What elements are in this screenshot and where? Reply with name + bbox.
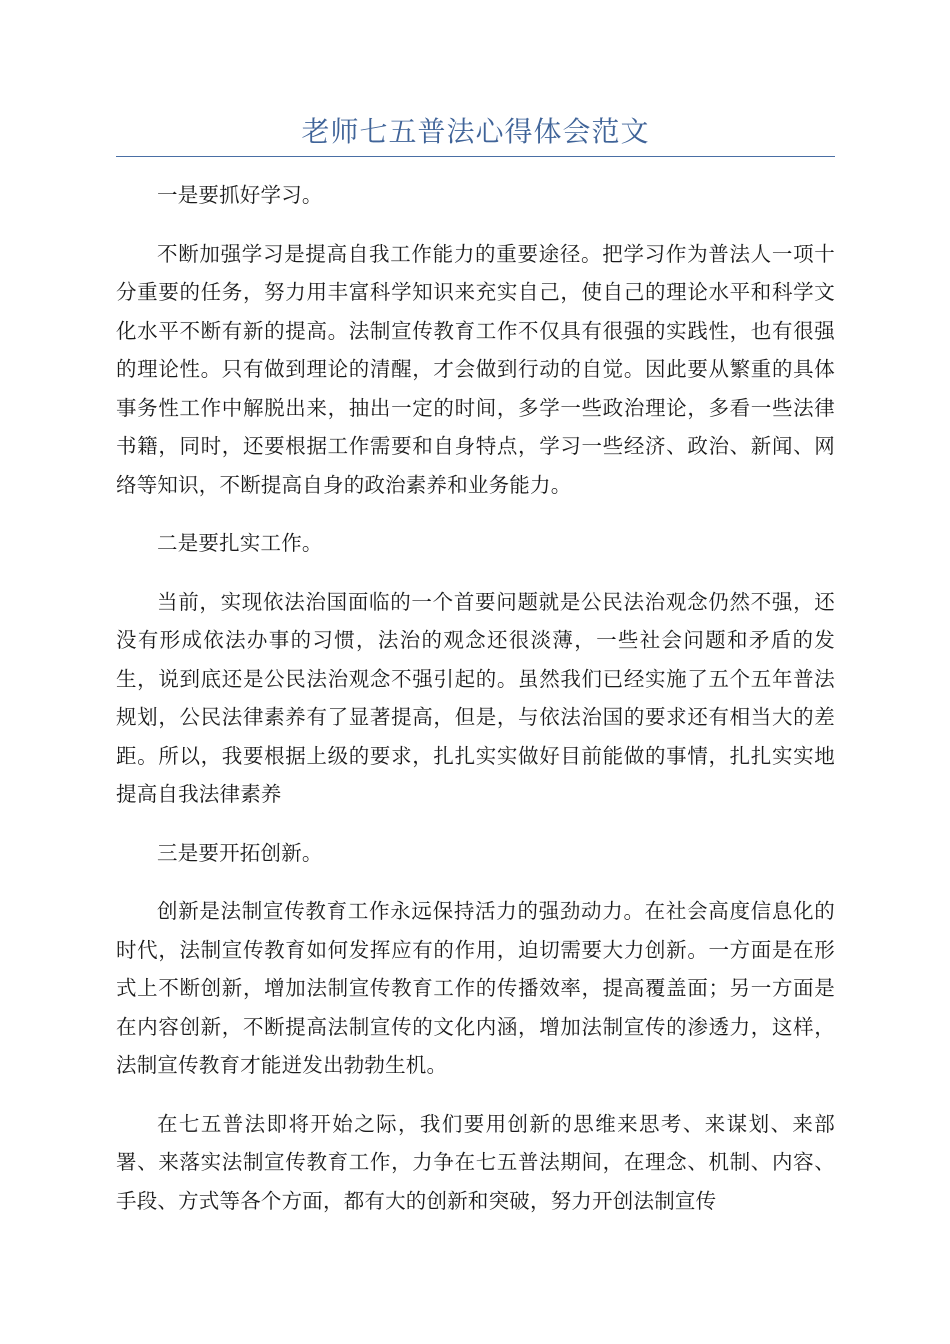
document-title: 老师七五普法心得体会范文 (301, 115, 650, 148)
paragraph-innovation: 创新是法制宣传教育工作永远保持活力的强劲动力。在社会高度信息化的时代，法制宣传教育如何发挥应有的作用，迫切需要大力创新。一方面是在形式上不断创新，增加法制宣传教育工作的传播效率，提高覆盖面；另一方面是在内容创新，不断提高法制宣传的文化内涵，增加法制宣传的渗透力，这样，法制宣传教育才能迸发出勃勃生机。 (116, 899, 835, 1077)
section-heading-innovation: 三是要开拓创新。 (157, 840, 323, 865)
document-body (116, 176, 835, 1240)
paragraph-study: 不断加强学习是提高自我工作能力的重要途径。把学习作为普法人一项十分重要的任务，努力用丰富科学知识来充实自己，使自己的理论水平和科学文化水平不断有新的提高。法制宣传教育工作不仅具有很强的实践性，也有很强的理论性。只有做到理论的清醒，才会做到行动的自觉。因此要从繁重的具体事务性工作中解脱出来，抽出一定的时间，多学一些政治理论，多看一些法律书籍，同时，还要根据工作需要和自身特点，学习一些经济、政治、新闻、网络等知识，不断提高自身的政治素养和业务能力。 (116, 241, 835, 497)
paragraph-work: 当前，实现依法治国面临的一个首要问题就是公民法治观念仍然不强，还没有形成依法办事的习惯，法治的观念还很淡薄，一些社会问题和矛盾的发生，说到底还是公民法治观念不强引起的。虽然我们已经实施了五个五年普法规划，公民法律素养有了显著提高，但是，与依法治国的要求还有相当大的差距。所以，我要根据上级的要求，扎扎实实做好目前能做的事情，扎扎实实地提高自我法律素养 (116, 589, 835, 806)
section-heading-study: 一是要抓好学习。 (157, 183, 323, 207)
section-heading-work: 二是要扎实工作。 (157, 531, 323, 555)
paragraph-seventh-five-year: 在七五普法即将开始之际，我们要用创新的思维来思考、来谋划、来部署、来落实法制宣传教育工作，力争在七五普法期间，在理念、机制、内容、手段、方式等各个方面，都有大的创新和突破，努力开创法制宣传 (116, 1111, 835, 1213)
title-block (116, 108, 835, 157)
